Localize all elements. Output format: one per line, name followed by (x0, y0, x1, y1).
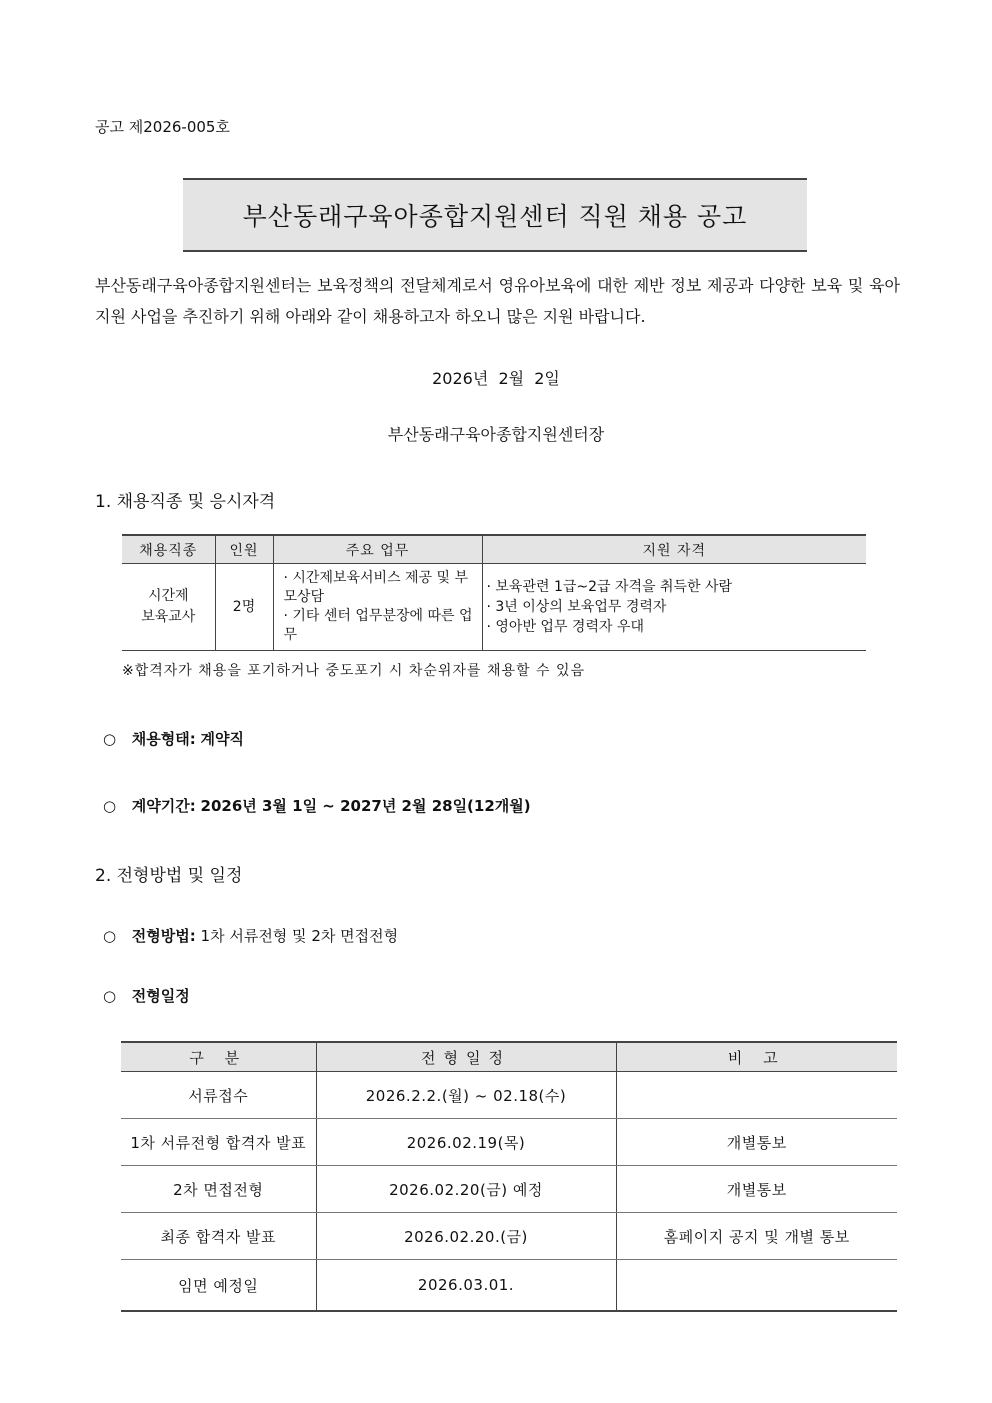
announcement-date: 2026년 2월 2일 (432, 369, 560, 388)
remarks-cell (616, 1072, 897, 1119)
table-row (121, 1166, 897, 1213)
circle-bullet-icon: ○ (103, 730, 117, 748)
stage-cell: 1차 서류전형 합격자 발표 (121, 1119, 316, 1166)
header-duties: 주요 업무 (273, 535, 482, 564)
section-heading-positions: 1. 채용직종 및 응시자격 (95, 492, 276, 512)
stage-cell: 서류접수 (121, 1072, 316, 1119)
circle-bullet-icon: ○ (103, 927, 117, 945)
stage-cell: 임면 예정일 (121, 1260, 316, 1312)
contract-period-value: 2026년 3월 1일 ~ 2027년 2월 28일(12개월) (200, 797, 531, 815)
notice-number: 공고 제2026-005호 (95, 118, 230, 136)
header-remarks: 비 고 (616, 1042, 897, 1072)
table-row (121, 1260, 897, 1312)
job-table-header-row (122, 535, 866, 564)
table-row (121, 1119, 897, 1166)
remarks-cell: 개별통보 (616, 1119, 897, 1166)
remarks-cell: 홈페이지 공지 및 개별 통보 (616, 1213, 897, 1260)
date-cell: 2026.03.01. (316, 1260, 616, 1312)
employment-type-value: 계약직 (200, 730, 245, 748)
circle-bullet-icon: ○ (103, 797, 117, 815)
remarks-cell: 개별통보 (616, 1166, 897, 1213)
headcount-cell: 2명 (215, 564, 273, 651)
job-table (122, 534, 866, 651)
selection-method-value: 1차 서류전형 및 2차 면접전형 (200, 927, 399, 945)
circle-bullet-icon: ○ (103, 987, 117, 1005)
intro-paragraph: 부산동래구육아종합지원센터는 보육정책의 전달체계로서 영유아보육에 대한 제반 정보 제공과 다양한 보육 및 육아지원 사업을 추진하기 위해 아래와 같이 채용하고자 하오니 많은 지원 바랍니다. (95, 276, 900, 326)
issuer-name: 부산동래구육아종합지원센터장 (387, 425, 605, 444)
qualification-item: · 보육관련 1급~2급 자격을 취득한 사람 (486, 579, 733, 595)
header-headcount: 인원 (215, 535, 273, 564)
contract-period-label: 계약기간: (131, 797, 196, 815)
header-schedule-date: 전형일정 (316, 1042, 616, 1072)
header-stage: 구 분 (121, 1042, 316, 1072)
stage-cell: 최종 합격자 발표 (121, 1213, 316, 1260)
duty-item: · 기타 센터 업무분장에 따른 업무 (283, 608, 473, 643)
date-cell: 2026.2.2.(월) ~ 02.18(수) (316, 1072, 616, 1119)
qualification-item: · 3년 이상의 보육업무 경력자 (486, 599, 667, 615)
date-cell: 2026.02.20.(금) (316, 1213, 616, 1260)
stage-cell: 2차 면접전형 (121, 1166, 316, 1213)
date-cell: 2026.02.20(금) 예정 (316, 1166, 616, 1213)
job-title-cell (122, 564, 215, 651)
qualifications-cell (482, 564, 866, 651)
schedule-table (121, 1041, 897, 1312)
date-cell: 2026.02.19(목) (316, 1119, 616, 1166)
qualification-item: · 영아반 업무 경력자 우대 (486, 619, 644, 635)
duties-cell (273, 564, 482, 651)
table-row (121, 1072, 897, 1119)
employment-type-label: 채용형태: (131, 730, 196, 748)
schedule-header-row (121, 1042, 897, 1072)
selection-method-label: 전형방법: (131, 927, 196, 945)
section-heading-selection: 2. 전형방법 및 일정 (95, 866, 243, 886)
header-qualifications: 지원 자격 (482, 535, 866, 564)
selection-schedule-label: 전형일정 (131, 987, 190, 1005)
job-table-row (122, 564, 866, 651)
duty-item: · 시간제보육서비스 제공 및 부모상담 (283, 570, 469, 605)
job-title-line: 보육교사 (141, 609, 196, 625)
contract-period-line (103, 795, 531, 816)
selection-schedule-line (103, 985, 190, 1006)
employment-type-line (103, 728, 244, 749)
job-title-line: 시간제 (147, 588, 189, 604)
header-job-type: 채용직종 (122, 535, 215, 564)
remarks-cell (616, 1260, 897, 1312)
selection-method-line (103, 925, 398, 946)
replacement-note: ※합격자가 채용을 포기하거나 중도포기 시 차순위자를 채용할 수 있음 (122, 663, 586, 679)
table-row (121, 1213, 897, 1260)
page-title: 부산동래구육아종합지원센터 직원 채용 공고 (183, 178, 807, 252)
